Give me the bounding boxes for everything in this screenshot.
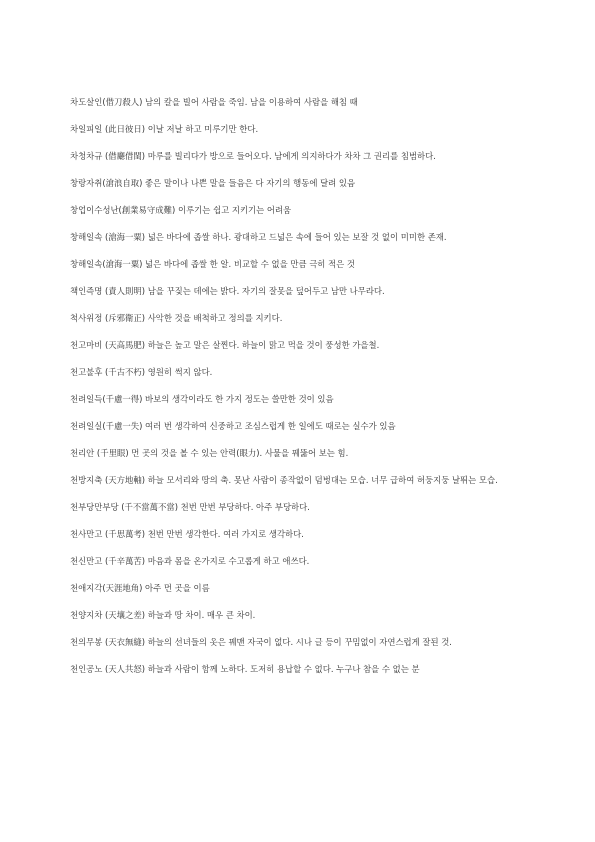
- idiom-entry: 천의무봉 (天衣無縫) 하늘의 선녀들의 옷은 꿰맨 자국이 없다. 시나 글 등이 꾸밈없이 자연스럽게 잘된 것.: [70, 637, 452, 647]
- idiom-entry: 천사만고 (千思萬考) 천번 만번 생각한다. 여러 가지로 생각하다.: [70, 529, 304, 539]
- idiom-entry: 창해일속 (滄海一粟) 넓은 바다에 좁쌀 하나. 광대하고 드넓은 속에 들어 있는 보잘 것 없이 미미한 존재.: [70, 232, 447, 242]
- idiom-entry: 천신만고 (千辛萬苦) 마음과 몸을 온가지로 수고롭게 하고 애쓰다.: [70, 556, 310, 566]
- idiom-entry: 천애지각(天涯地角) 아주 먼 곳을 이름: [70, 583, 210, 593]
- idiom-entry: 창해일속(滄海一粟) 넓은 바다에 좁쌀 한 알. 비교할 수 없을 만큼 극히 적은 것: [70, 259, 355, 269]
- idiom-entry: 척사위정 (斥邪衛正) 사악한 것을 배척하고 정의를 지키다.: [70, 313, 283, 323]
- idiom-entry: 천리안 (千里眼) 먼 곳의 것을 볼 수 있는 안력(眼力). 사물을 꿰뚫어 보는 힘.: [70, 448, 349, 458]
- idiom-entry: 천려일득(千慮一得) 바보의 생각이라도 한 가지 정도는 쓸만한 것이 있음: [70, 394, 334, 404]
- idiom-entry: 차도살인(借刀殺人) 남의 칼을 빌어 사람을 죽임. 남을 이용하여 사람을 해침 때: [70, 97, 358, 107]
- idiom-entry: 차일피일 (此日彼日) 이날 저날 하고 미루기만 한다.: [70, 124, 259, 134]
- idiom-entry: 책인즉명 (責人則明) 남을 꾸짖는 데에는 밝다. 자기의 잘못을 덮어두고 남만 나무라다.: [70, 286, 385, 296]
- idiom-entry: 천고마비 (天高馬肥) 하늘은 높고 말은 살찐다. 하늘이 맑고 먹을 것이 풍성한 가을철.: [70, 340, 380, 350]
- idiom-list: [70, 96, 530, 690]
- idiom-entry: 창랑자취(滄浪自取) 좋은 말이나 나쁜 말을 들음은 다 자기의 행동에 달려 있음: [70, 178, 356, 188]
- idiom-entry: 천양지차 (天壤之差) 하늘과 땅 차이. 매우 큰 차이.: [70, 610, 256, 620]
- idiom-entry: 천인공노 (天人共怒) 하늘과 사람이 함께 노하다. 도저히 용납할 수 없다. 누구나 참을 수 없는 분: [70, 664, 420, 674]
- idiom-entry: 창업이수성난(創業易守成難) 이루기는 쉽고 지키기는 어려움: [70, 205, 292, 215]
- idiom-entry: 차청차규 (借廳借閨) 마루를 빌리다가 방으로 들어오다. 남에게 의지하다가 차차 그 권리를 침범하다.: [70, 151, 436, 161]
- idiom-entry: 천려일실(千慮一失) 여러 번 생각하여 신중하고 조심스럽게 한 일에도 때로는 실수가 있음: [70, 421, 396, 431]
- idiom-entry: 천고불후 (千古不朽) 영원히 썩지 않다.: [70, 367, 213, 377]
- idiom-entry: 천방지축 (天方地軸) 하늘 모서리와 땅의 축. 못난 사람이 종작없이 덤벙대는 모습. 너무 급하여 허둥지둥 날뛰는 모습.: [70, 475, 498, 485]
- idiom-entry: 천부당만부당 (千不當萬不當) 천번 만번 부당하다. 아주 부당하다.: [70, 502, 310, 512]
